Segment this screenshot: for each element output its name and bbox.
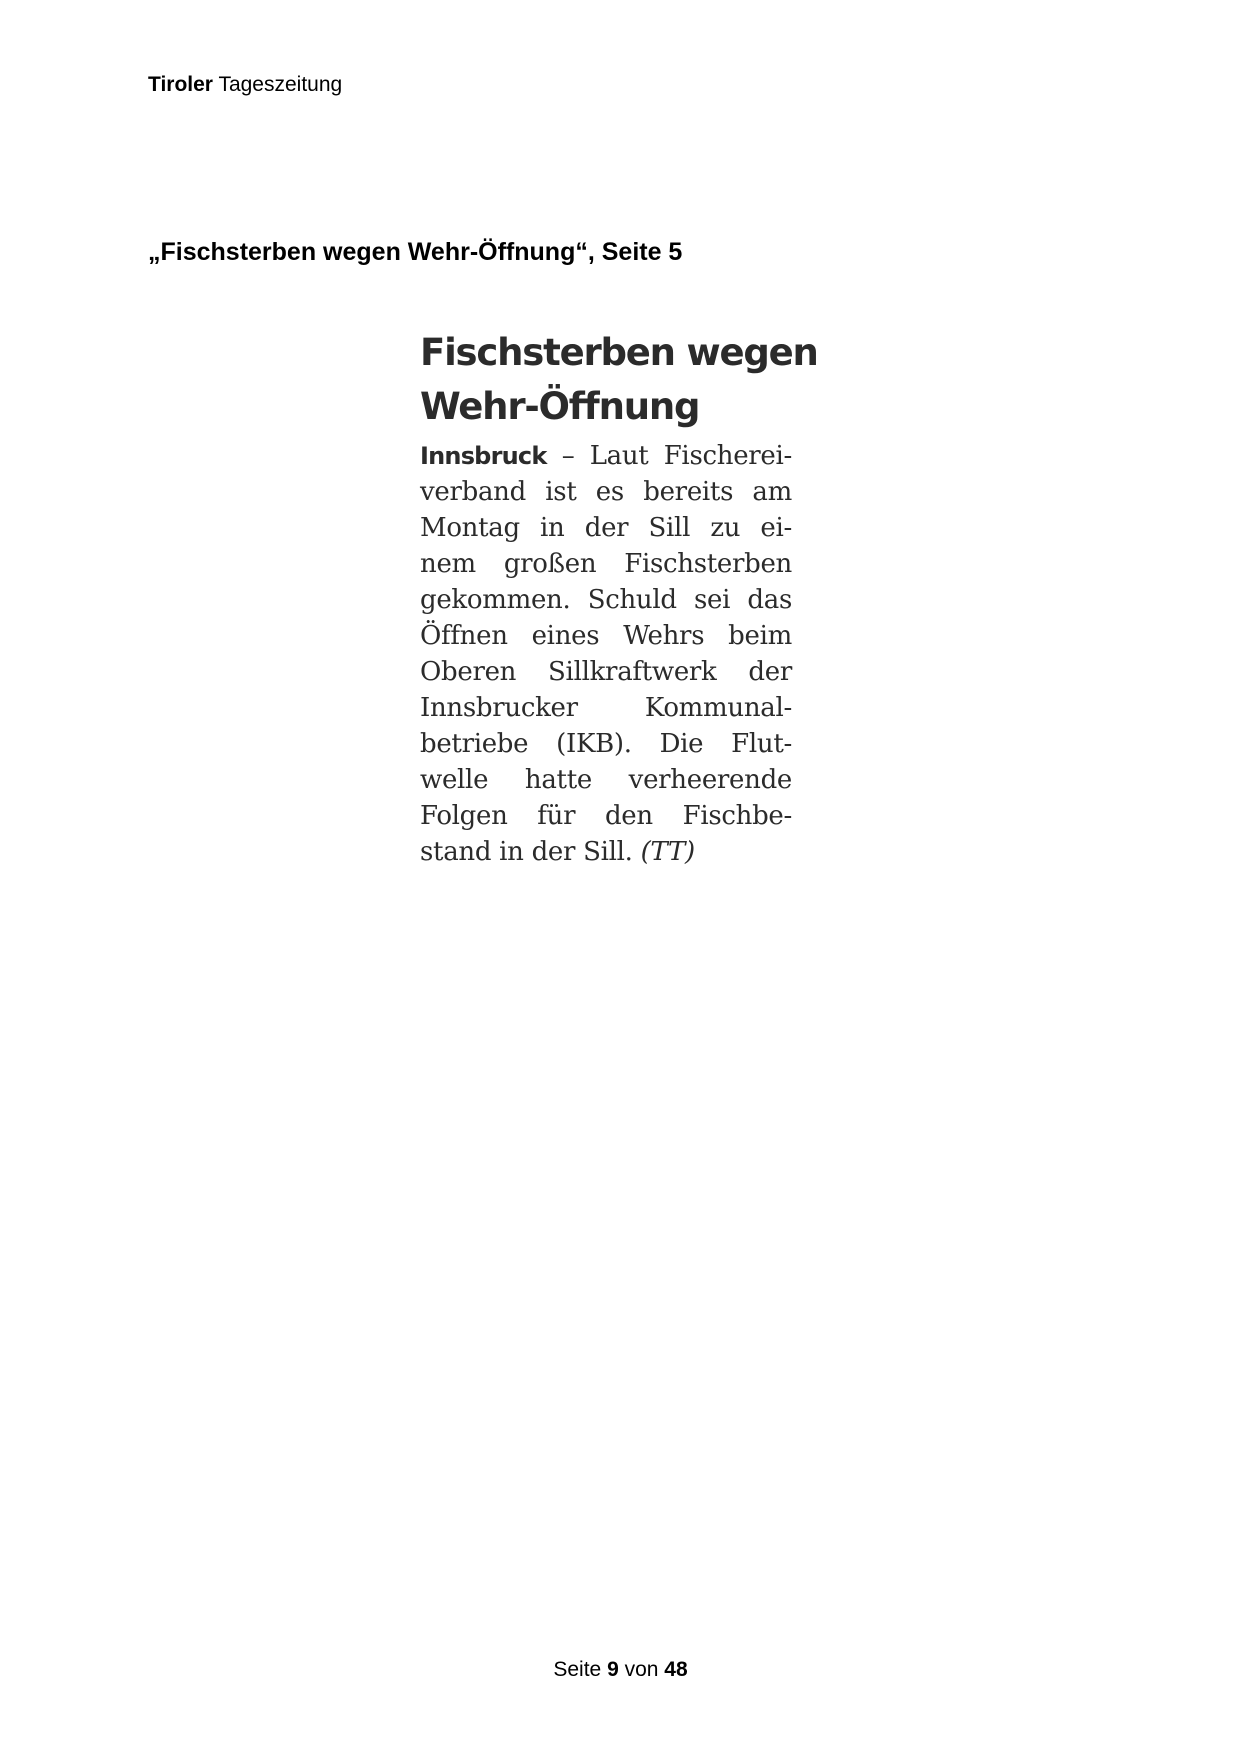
total-page-count: 48 (664, 1658, 688, 1681)
newspaper-clipping (420, 326, 818, 870)
clipping-body-line: betriebe (IKB). Die Flut- (420, 729, 792, 759)
publication-name-regular: Tageszeitung (218, 73, 343, 96)
clipping-body-text: stand in der Sill. (420, 837, 633, 867)
clipping-headline-line: Fischsterben wegen (420, 331, 818, 374)
current-page-number: 9 (607, 1658, 619, 1681)
publication-header (148, 72, 342, 98)
clipping-body-line: welle hatte verheerende (420, 765, 792, 795)
clipping-source: (TT) (640, 837, 695, 867)
footer-middle: von (624, 1658, 659, 1681)
clipping-body (420, 438, 792, 870)
clipping-body-line: Folgen für den Fischbe- (420, 801, 792, 831)
clipping-body-line: Montag in der Sill zu ei- (420, 513, 792, 543)
clipping-body-line: Oberen Sillkraftwerk der (420, 657, 792, 687)
clipping-body-line: Öffnen eines Wehrs beim (420, 621, 792, 651)
publication-name-bold: Tiroler (148, 73, 213, 96)
page-number-footer (0, 1657, 1241, 1683)
clipping-body-line: verband ist es bereits am (420, 477, 792, 507)
article-reference-title: „Fischsterben wegen Wehr-Öffnung“, Seite 5 (148, 238, 683, 266)
footer-prefix: Seite (553, 1658, 602, 1681)
clipping-body-line: nem großen Fischsterben (420, 549, 792, 579)
clipping-body-line: Innsbrucker Kommunal- (420, 693, 792, 723)
clipping-body-line (420, 438, 792, 474)
clipping-body-text: Laut Fischerei- (589, 441, 792, 471)
clipping-headline-line: Wehr-Öffnung (420, 385, 700, 428)
clipping-body-line (420, 834, 792, 870)
clipping-dash: – (561, 441, 575, 471)
clipping-location: Innsbruck (420, 442, 547, 470)
clipping-headline (420, 326, 818, 434)
clipping-body-line: gekommen. Schuld sei das (420, 585, 792, 615)
